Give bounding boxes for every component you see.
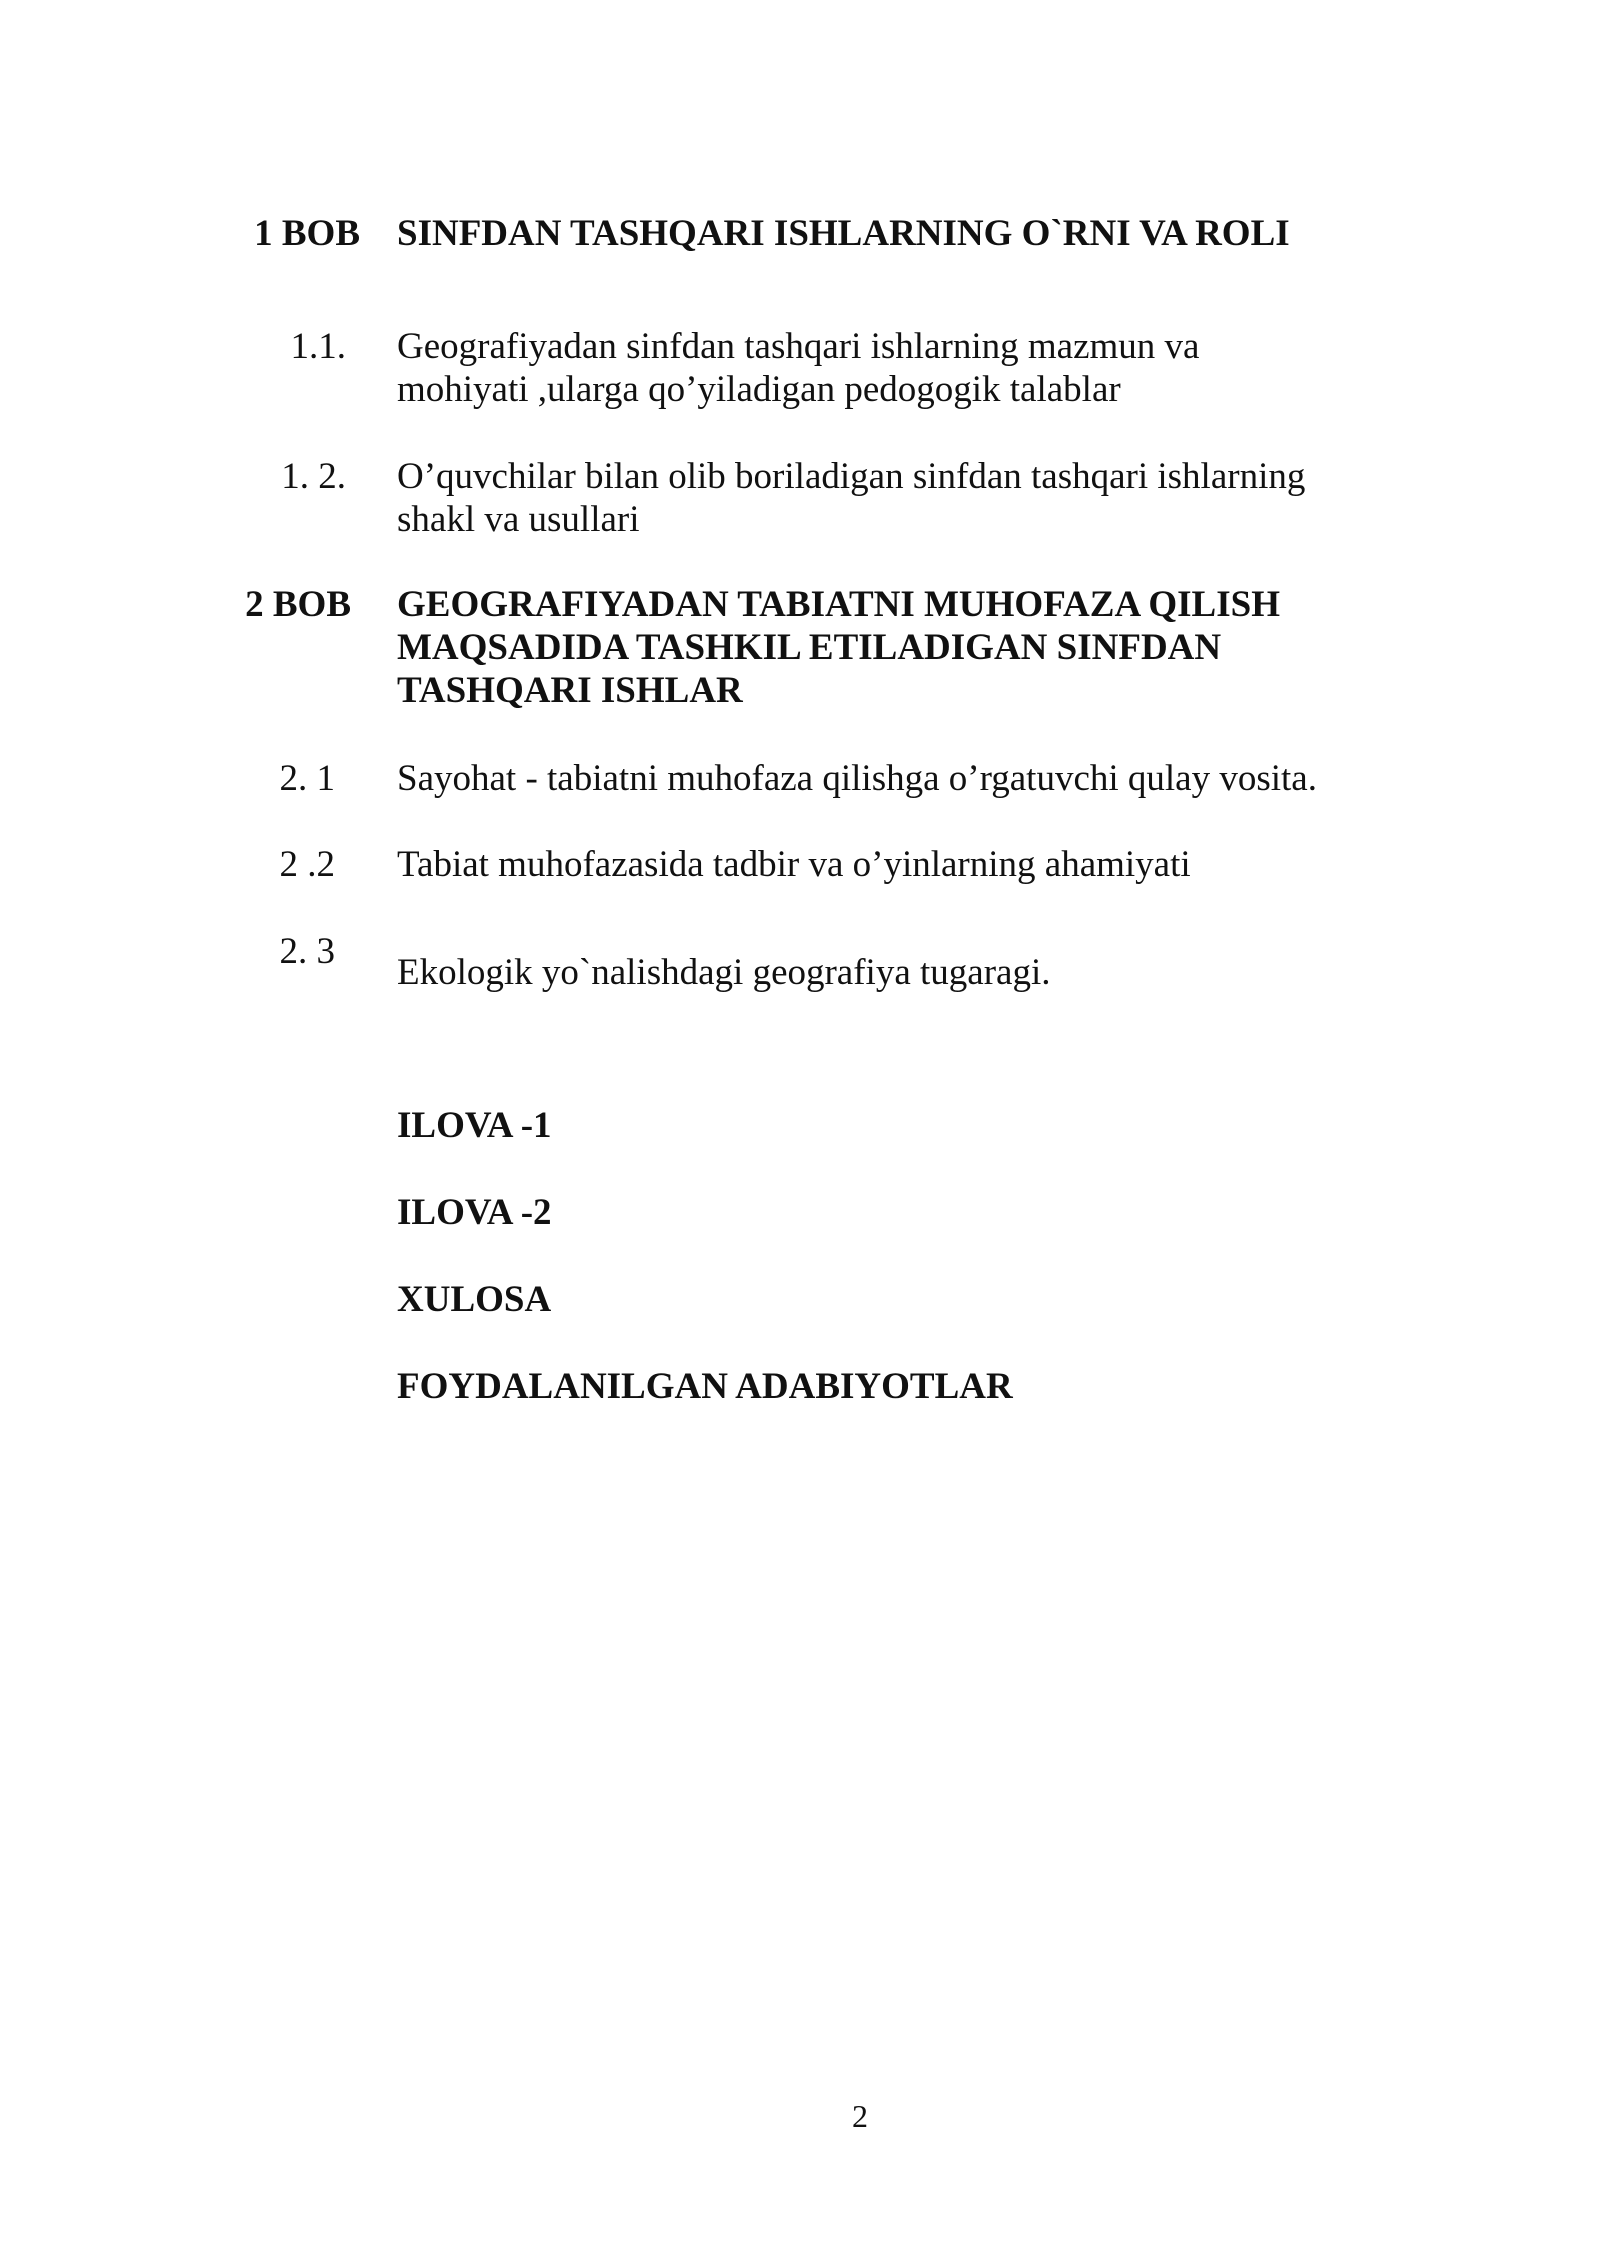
chapter-1-title: SINFDAN TASHQARI ISHLARNING O`RNI VA ROLI	[397, 213, 1290, 254]
chapter-1-number: 1 BOB	[254, 213, 360, 254]
section-2-3-title: Ekologik yo`nalishdagi geografiya tugaragi.	[397, 952, 1051, 993]
section-2-3-number: 2. 3	[279, 931, 335, 972]
references-title: FOYDALANILGAN ADABIYOTLAR	[397, 1366, 1013, 1407]
section-1-2-title	[397, 455, 1357, 541]
section-2-1-title: Sayohat - tabiatni muhofaza qilishga o’rgatuvchi qulay vosita.	[397, 758, 1317, 799]
section-1-2-title-line2: shakl va usullari	[397, 499, 640, 540]
conclusion-title: XULOSA	[397, 1279, 552, 1320]
page-number: 2	[852, 2098, 868, 2134]
section-2-1-number: 2. 1	[279, 758, 335, 799]
appendix-2-title: ILOVA -2	[397, 1192, 552, 1233]
appendix-1-title: ILOVA -1	[397, 1105, 552, 1146]
section-2-2-title: Tabiat muhofazasida tadbir va o’yinlarning ahamiyati	[397, 844, 1191, 885]
chapter-2-title-line3: TASHQARI ISHLAR	[397, 670, 743, 711]
section-1-2-title-line1: O’quvchilar bilan olib boriladigan sinfdan tashqari ishlarning	[397, 456, 1306, 497]
section-1-1-number: 1.1.	[290, 326, 346, 367]
chapter-2-title-line1: GEOGRAFIYADAN TABIATNI MUHOFAZA QILISH	[397, 584, 1280, 625]
section-1-1-title-line2: mohiyati ,ularga qo’yiladigan pedogogik talablar	[397, 369, 1121, 410]
chapter-2-title-line2: MAQSADIDA TASHKIL ETILADIGAN SINFDAN	[397, 627, 1222, 668]
section-1-1-title-line1: Geografiyadan sinfdan tashqari ishlarning mazmun va	[397, 326, 1200, 367]
chapter-2-number: 2 BOB	[245, 584, 351, 625]
section-2-2-number: 2 .2	[279, 844, 335, 885]
section-1-1-title	[397, 325, 1357, 411]
section-1-2-number: 1. 2.	[281, 456, 346, 497]
chapter-2-title	[397, 583, 1357, 712]
